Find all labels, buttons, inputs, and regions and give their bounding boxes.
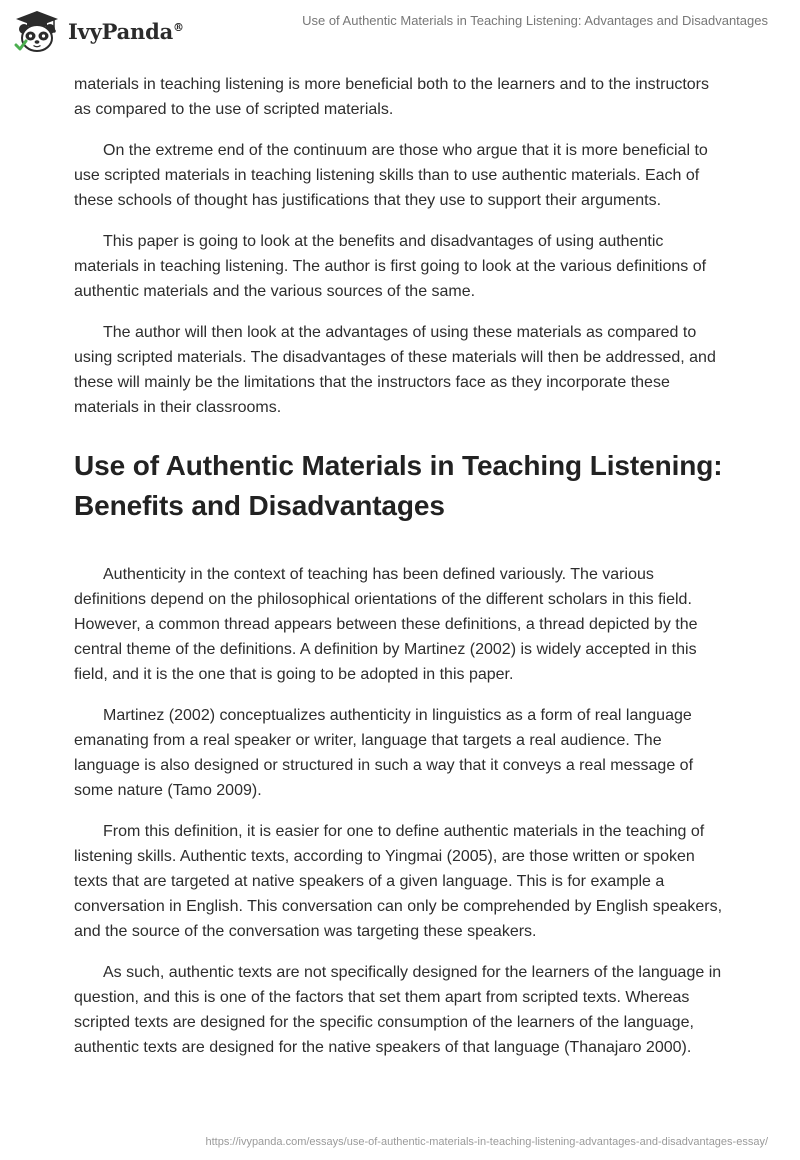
paragraph: Martinez (2002) conceptualizes authenticity in linguistics as a form of real language emanating from a real speaker or writer, language that targets a real audience. The language is also designed or structured in such a way that it conveys a real message of some nature (Tamo 2009).	[74, 707, 694, 799]
section-heading: Use of Authentic Materials in Teaching Listening: Benefits and Disadvantages	[74, 450, 723, 521]
essay-body	[74, 72, 726, 1076]
paragraph: From this definition, it is easier for one to define authentic materials in the teaching of listening skills. Authentic texts, according to Yingmai (2005), are those written or spoken texts that are targeted at native speakers of a given language. This is for example a conversation in English. This conversation can only be comprehended by English speakers, and the source of the conversation was targeting these speakers.	[74, 823, 723, 940]
paragraph: As such, authentic texts are not specifically designed for the learners of the language in question, and this is one of the factors that set them apart from scripted texts. Whereas scripted texts are designed for the specific consumption of the learners of the language, authentic texts are designed for the native speakers of that language (Thanajaro 2000).	[74, 964, 722, 1056]
source-url[interactable]: https://ivypanda.com/essays/use-of-authentic-materials-in-teaching-listening-advantages-and-disadvantages-essay/	[205, 1136, 768, 1148]
paragraph: The author will then look at the advantages of using these materials as compared to using scripted materials. The disadvantages of these materials will then be addressed, and these will mainly be the limitations that the instructors face as they incorporate these materials in their classrooms.	[74, 324, 716, 416]
page-header	[0, 0, 800, 60]
brand-logo[interactable]	[14, 8, 184, 54]
panda-graduate-logo-icon	[14, 8, 60, 54]
registered-mark: ®	[173, 20, 184, 34]
paragraph: On the extreme end of the continuum are those who argue that it is more beneficial to use scripted materials in teaching listening skills than to use authentic materials. Each of these schools of thought has justifications that they use to support their arguments.	[74, 142, 708, 209]
paragraph: This paper is going to look at the benefits and disadvantages of using authentic materials in teaching listening. The author is first going to look at the various definitions of authentic materials and the various sources of the same.	[74, 233, 707, 300]
paragraph: materials in teaching listening is more beneficial both to the learners and to the instructors as compared to the use of scripted materials.	[74, 76, 710, 118]
paragraph: Authenticity in the context of teaching has been defined variously. The various definitions depend on the philosophical orientations of the different scholars in this field. However, a common thread appears between these definitions, a thread depicted by the central theme of the definitions. A definition by Martinez (2002) is widely accepted in this field, and it is the one that is going to be adopted in this paper.	[74, 566, 698, 683]
document-title: Use of Authentic Materials in Teaching Listening: Advantages and Disadvantages	[302, 13, 768, 28]
brand-name: IvyPanda®	[68, 18, 184, 44]
